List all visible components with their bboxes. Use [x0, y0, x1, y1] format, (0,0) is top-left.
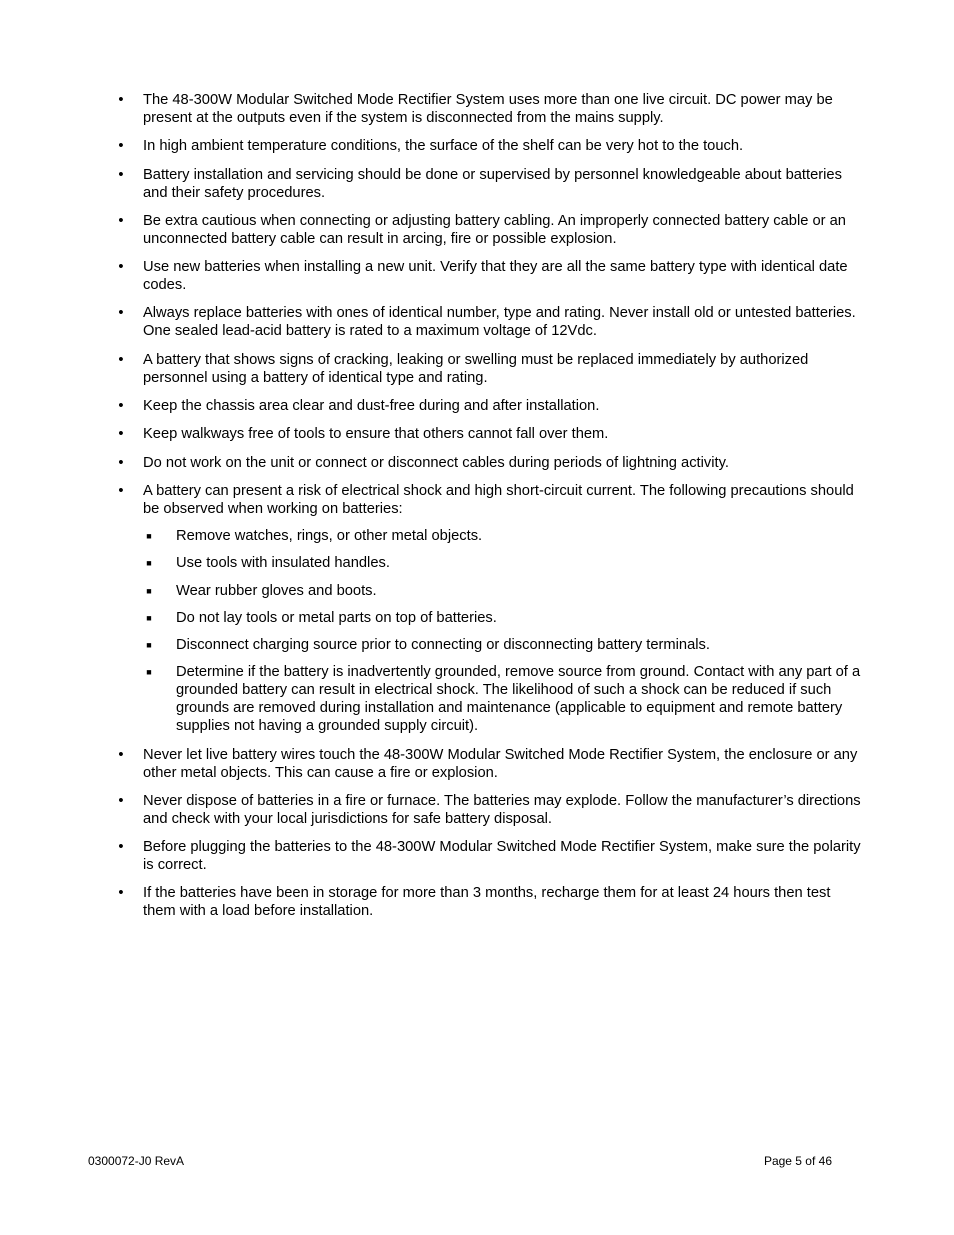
list-item-text: Keep the chassis area clear and dust-free during and after installation.	[143, 398, 600, 414]
square-bullet-icon: ■	[146, 640, 152, 650]
bullet-icon: •	[118, 839, 124, 855]
list-item	[118, 884, 863, 920]
bullet-icon: •	[118, 167, 124, 183]
sub-list-item-text: Use tools with insulated handles.	[176, 555, 390, 571]
sub-list-item-text: Determine if the battery is inadvertently grounded, remove source from ground. Contact with any part of a grounded battery can result in electrical shock. The likelihood of such a shock can be reduced if such grounds are removed during installation and maintenance (applicable to equipment and remote battery supplies not having a grounded supply circuit).	[176, 664, 861, 734]
list-item-text: Battery installation and servicing should be done or supervised by personnel knowledgeable about batteries and their safety procedures.	[143, 167, 842, 201]
list-item	[118, 792, 863, 828]
bullet-icon: •	[118, 138, 124, 154]
list-item-text: A battery that shows signs of cracking, leaking or swelling must be replaced immediately by authorized personnel using a battery of identical type and rating.	[143, 352, 809, 386]
list-item	[118, 454, 863, 472]
bullet-icon: •	[118, 455, 124, 471]
list-item-text: Do not work on the unit or connect or disconnect cables during periods of lightning activity.	[143, 455, 729, 471]
bullet-icon: •	[118, 747, 124, 763]
bullet-icon: •	[118, 305, 124, 321]
list-item	[118, 838, 863, 874]
sub-list-item	[146, 636, 864, 654]
bullet-icon: •	[118, 92, 124, 108]
list-item	[118, 137, 863, 155]
list-item-text: In high ambient temperature conditions, the surface of the shelf can be very hot to the touch.	[143, 138, 744, 154]
list-item	[118, 397, 863, 415]
square-bullet-icon: ■	[146, 667, 152, 677]
sub-list-item	[146, 582, 864, 600]
sub-list-item	[146, 609, 864, 627]
list-item	[118, 351, 863, 387]
bullet-icon: •	[118, 885, 124, 901]
footer-doc-id: 0300072-J0 RevA	[88, 1154, 185, 1168]
bullet-icon: •	[118, 426, 124, 442]
bullet-icon: •	[118, 213, 124, 229]
bullet-icon: •	[118, 398, 124, 414]
list-item	[118, 212, 863, 248]
square-bullet-icon: ■	[146, 613, 152, 623]
bullet-icon: •	[118, 259, 124, 275]
sub-list-item-text: Disconnect charging source prior to connecting or disconnecting battery terminals.	[176, 637, 710, 653]
square-bullet-icon: ■	[146, 558, 152, 568]
sub-list-item-text: Remove watches, rings, or other metal objects.	[176, 528, 483, 544]
list-item-text: Use new batteries when installing a new unit. Verify that they are all the same battery type with identical date codes.	[143, 259, 848, 293]
square-bullet-icon: ■	[146, 586, 152, 596]
sub-list-item-text: Do not lay tools or metal parts on top of batteries.	[176, 610, 497, 626]
sub-list-item-text: Wear rubber gloves and boots.	[176, 583, 377, 599]
sub-list-item	[146, 663, 864, 735]
list-item-text: Keep walkways free of tools to ensure that others cannot fall over them.	[143, 426, 609, 442]
list-item-text: The 48-300W Modular Switched Mode Rectifier System uses more than one live circuit. DC power may be present at the outputs even if the system is disconnected from the mains supply.	[143, 92, 833, 126]
list-item	[118, 304, 863, 340]
list-item-text: Before plugging the batteries to the 48-300W Modular Switched Mode Rectifier System, make sure the polarity is correct.	[143, 839, 861, 873]
list-item	[118, 166, 863, 202]
list-item-text: Never dispose of batteries in a fire or furnace. The batteries may explode. Follow the manufacturer’s directions and check with your local jurisdictions for safe battery disposal.	[143, 793, 861, 827]
list-item-text: Be extra cautious when connecting or adjusting battery cabling. An improperly connected battery cable or an unconnected battery cable can result in arcing, fire or possible explosion.	[143, 213, 846, 247]
list-item-text: Never let live battery wires touch the 48-300W Modular Switched Mode Rectifier System, the enclosure or any other metal objects. This can cause a fire or explosion.	[143, 747, 858, 781]
sub-list-item	[146, 527, 864, 545]
bullet-icon: •	[118, 483, 124, 499]
list-item	[118, 91, 863, 127]
list-item-text: Always replace batteries with ones of identical number, type and rating. Never install old or untested batteries. One sealed lead-acid battery is rated to a maximum voltage of 12Vdc.	[143, 305, 856, 339]
list-item	[118, 482, 863, 518]
bullet-icon: •	[118, 793, 124, 809]
sub-list-item	[146, 554, 864, 572]
bullet-icon: •	[118, 352, 124, 368]
list-item-text: If the batteries have been in storage for more than 3 months, recharge them for at least 24 hours then test them with a load before installation.	[143, 885, 831, 919]
list-item-text: A battery can present a risk of electrical shock and high short-circuit current. The following precautions should be observed when working on batteries:	[143, 483, 854, 517]
list-item	[118, 746, 863, 782]
list-item	[118, 425, 863, 443]
square-bullet-icon: ■	[146, 531, 152, 541]
footer-page-number: Page 5 of 46	[763, 1154, 832, 1168]
list-item	[118, 258, 863, 294]
